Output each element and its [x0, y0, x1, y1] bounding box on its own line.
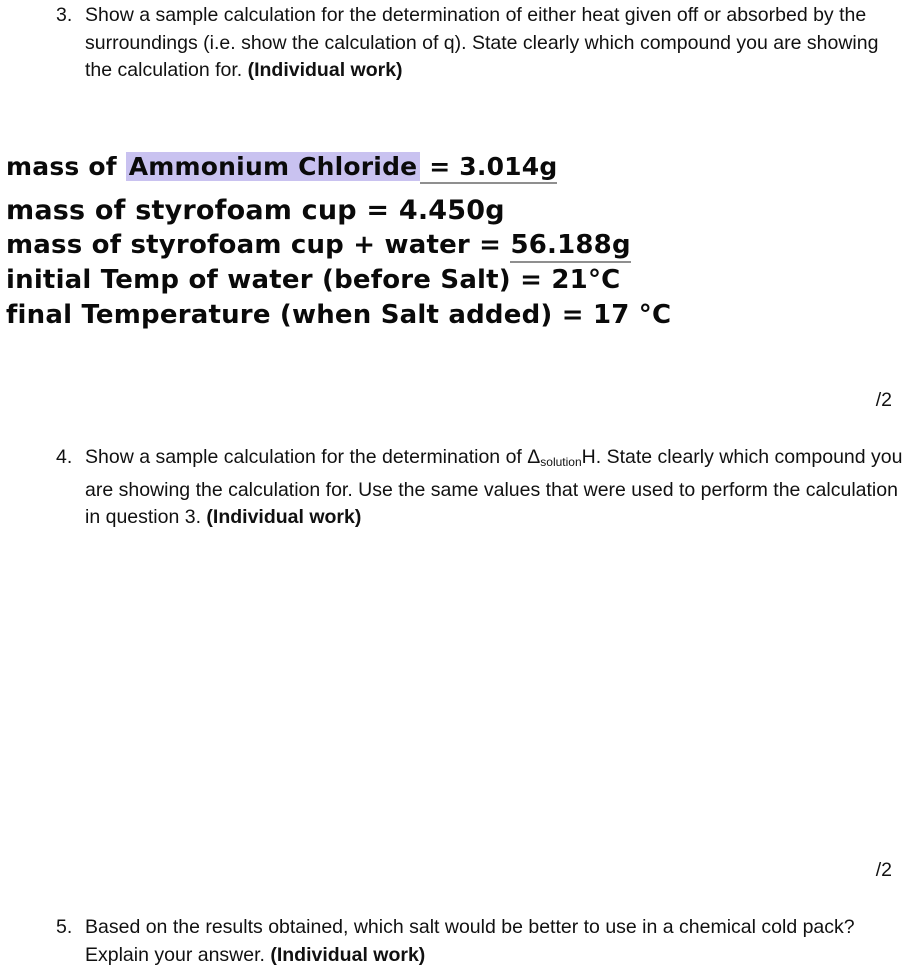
- question-3-text: Show a sample calculation for the determination of either heat given off or absorbed by the surroundings (i.e. show the calculation of q). State clearly which compound you are showing the calculation for. (Individual work): [85, 4, 879, 81]
- handwritten-mass-cup: mass of styrofoam cup = 4.450g: [6, 195, 505, 226]
- individual-work-label: (Individual work): [270, 943, 426, 966]
- question-4-number: 4.: [56, 446, 73, 468]
- handwritten-mass-ammonium-chloride: mass of Ammonium Chloride = 3.014g: [6, 152, 557, 181]
- question-5-number: 5.: [56, 916, 73, 938]
- handwritten-final-temp: final Temperature (when Salt added) = 17 °C: [6, 300, 672, 330]
- individual-work-label: (Individual work): [206, 506, 362, 528]
- handwritten-initial-temp: initial Temp of water (before Salt) = 21°C: [6, 265, 621, 295]
- score-question-3: /2: [875, 389, 892, 411]
- score-question-4: /2: [875, 859, 892, 881]
- question-3: [56, 2, 906, 85]
- question-4-text: Show a sample calculation for the determination of $\Delta_{solution}H$. State clearly which compound you are showing the calculation for. Use the same values that were used to perform the calculation in question 3. (Individual work): [85, 446, 903, 528]
- individual-work-label: (Individual work): [247, 59, 403, 81]
- question-4: [56, 444, 906, 532]
- handwritten-mass-cup-water: mass of styrofoam cup + water = 56.188g: [6, 230, 631, 260]
- question-5: [56, 914, 906, 969]
- question-5-text: Based on the results obtained, which salt would be better to use in a chemical cold pack? Explain your answer. (Individual work): [85, 916, 855, 966]
- question-3-number: 3.: [56, 4, 73, 26]
- highlighted-compound: Ammonium Chloride: [126, 152, 421, 181]
